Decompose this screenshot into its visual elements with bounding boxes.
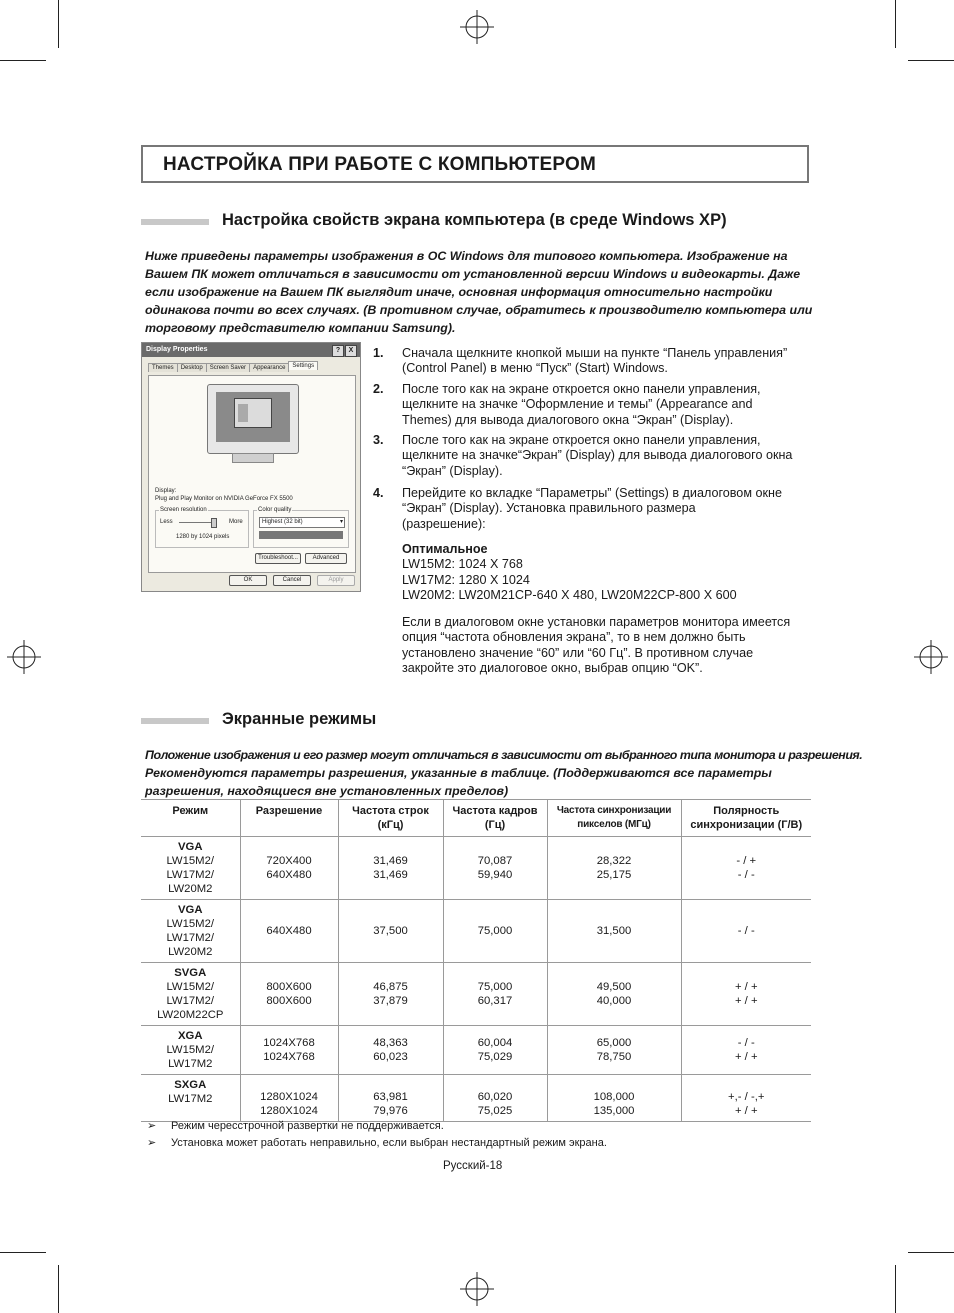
h-freq-cell: 37,500 — [338, 900, 443, 963]
table-row — [141, 900, 811, 963]
tab-desktop[interactable]: Desktop — [177, 363, 207, 372]
intro-line: Ниже приведены параметры изображения в ОС Windows для типового компьютера. Изображение на — [145, 249, 788, 263]
color-bar — [259, 531, 343, 539]
optimal-line: LW15M2: 1024 X 768 — [402, 557, 523, 572]
h-freq-cell: 46,875 37,879 — [338, 963, 443, 1026]
polarity-cell: + / + + / + — [681, 963, 811, 1026]
mode-name: VGA — [178, 904, 203, 916]
page-title: НАСТРОЙКА ПРИ РАБОТЕ С КОМПЬЮТЕРОМ — [163, 154, 597, 175]
arrow-icon: ➢ — [147, 1137, 157, 1149]
table-header-row — [141, 800, 811, 837]
intro-line: Рекомендуются параметры разрешения, указанные в таблице. (Поддерживаются все параметры — [145, 766, 772, 780]
v-freq-cell: 60,020 75,025 — [443, 1075, 547, 1122]
step-number: 1. — [373, 346, 384, 360]
column-header: Частота кадров (Гц) — [443, 800, 547, 837]
crop-mark — [58, 1265, 59, 1313]
color-quality-value: Highest (32 bit) — [262, 519, 303, 525]
less-label: Less — [160, 519, 173, 525]
dialog-title: Display Properties — [146, 346, 208, 353]
table-row — [141, 1075, 811, 1122]
mode-models: LW15M2/ LW17M2/ LW20M22CP — [157, 981, 224, 1021]
settings-panel — [148, 375, 356, 573]
section-title: Экранные режимы — [222, 710, 377, 728]
section-title: Настройка свойств экрана компьютера (в среде Windows XP) — [222, 211, 727, 229]
h-freq-cell: 48,363 60,023 — [338, 1026, 443, 1075]
pixel-clock-cell: 108,000 135,000 — [547, 1075, 681, 1122]
help-button[interactable]: ? — [332, 345, 344, 357]
intro-line: Вашем ПК может отличаться в зависимости от установленной версии Windows и видеокарты. Даже — [145, 267, 801, 281]
registration-mark-icon — [460, 10, 494, 44]
mode-cell — [141, 1075, 240, 1122]
mode-cell — [141, 963, 240, 1026]
note — [147, 1136, 607, 1150]
resolution-cell: 640X480 — [240, 900, 338, 963]
step-text: Перейдите ко вкладке “Параметры” (Settings) в диалоговом окне “Экран” (Display). Установка правильного размера (разрешение): — [402, 486, 782, 531]
step-text: После того как на экране откроется окно панели управления, щелкните на значке“Экран” (Display) для вывода диалогового окна “Экран” (Display). — [402, 433, 793, 478]
crop-mark — [908, 60, 954, 61]
optimal-line: LW20M2: LW20M21CP-640 X 480, LW20M22CP-800 X 600 — [402, 588, 737, 603]
polarity-cell: - / + - / - — [681, 837, 811, 900]
pixel-clock-cell: 49,500 40,000 — [547, 963, 681, 1026]
crop-mark — [0, 60, 46, 61]
h-freq-cell: 31,469 31,469 — [338, 837, 443, 900]
mode-models: LW15M2/ LW17M2/ LW20M2 — [166, 918, 214, 958]
resolution-cell: 1280X1024 1280X1024 — [240, 1075, 338, 1122]
apply-button[interactable]: Apply — [317, 575, 355, 586]
cancel-button[interactable]: Cancel — [273, 575, 311, 586]
crop-mark — [58, 0, 59, 48]
color-quality-group — [253, 510, 349, 548]
dialog-tabs — [148, 363, 317, 375]
mode-cell — [141, 837, 240, 900]
intro-line: разрешения, находящиеся вне установленных пределов) — [145, 784, 509, 798]
note-text: Режим чересстрочной развертки не поддерживается. — [171, 1120, 444, 1132]
chevron-down-icon: ▾ — [339, 519, 343, 525]
mode-name: VGA — [178, 841, 203, 853]
mode-models: LW15M2/ LW17M2 — [166, 1044, 214, 1070]
ok-button[interactable]: OK — [229, 575, 267, 586]
arrow-icon: ➢ — [147, 1120, 157, 1132]
page-number: Русский-18 — [443, 1160, 503, 1172]
refresh-note: Если в диалоговом окне установки параметров монитора имеется опция “частота обновления экрана”, то в нем должно быть установлено значение “60” или “60 Гц”. В противном случае закройте это диалоговое окно, выбрав опцию “OK”. — [402, 615, 791, 676]
column-header: Частота строк (кГц) — [338, 800, 443, 837]
section-bar — [141, 219, 209, 225]
column-header: Полярность синхронизации (Г/В) — [681, 800, 811, 837]
table-row — [141, 837, 811, 900]
monitor-icon — [207, 384, 299, 454]
section-bar — [141, 718, 209, 724]
column-header: Режим — [141, 800, 240, 837]
display-value: Plug and Play Monitor on NVIDIA GeForce FX 5500 — [155, 496, 293, 502]
optimal-line: LW17M2: 1280 X 1024 — [402, 572, 530, 587]
pixel-clock-cell: 65,000 78,750 — [547, 1026, 681, 1075]
resolution-cell: 1024X768 1024X768 — [240, 1026, 338, 1075]
display-modes-table — [141, 799, 811, 1122]
crop-mark — [895, 0, 896, 48]
color-quality-select[interactable] — [259, 517, 345, 528]
h-freq-cell: 63,981 79,976 — [338, 1075, 443, 1122]
registration-mark-icon — [914, 640, 948, 674]
mode-name: SVGA — [174, 967, 207, 979]
polarity-cell: - / - + / + — [681, 1026, 811, 1075]
v-freq-cell: 60,004 75,029 — [443, 1026, 547, 1075]
polarity-cell: - / - — [681, 900, 811, 963]
screen-resolution-group — [155, 510, 249, 548]
column-header: Разрешение — [240, 800, 338, 837]
step-number: 3. — [373, 433, 384, 447]
resolution-value: 1280 by 1024 pixels — [176, 534, 230, 540]
mode-models: LW15M2/ LW17M2/ LW20M2 — [166, 855, 214, 895]
tab-settings[interactable]: Settings — [288, 361, 318, 370]
dialog-titlebar — [142, 343, 360, 357]
polarity-cell: +,- / -,+ + / + — [681, 1075, 811, 1122]
optimal-block — [402, 542, 812, 604]
pixel-clock-cell: 28,322 25,175 — [547, 837, 681, 900]
color-quality-label: Color quality — [258, 507, 292, 513]
close-button[interactable]: X — [345, 345, 357, 357]
registration-mark-icon — [460, 1272, 494, 1306]
column-header: Частота синхронизации пикселов (МГц) — [547, 800, 681, 837]
mode-name: SXGA — [174, 1079, 207, 1091]
intro-line: торговому представителю компании Samsung). — [145, 321, 456, 335]
screen-resolution-label: Screen resolution — [160, 507, 207, 513]
monitor-stand — [232, 453, 274, 463]
crop-mark — [895, 1265, 896, 1313]
resolution-cell: 720X400 640X480 — [240, 837, 338, 900]
tab-screen-saver[interactable]: Screen Saver — [206, 363, 250, 372]
v-freq-cell: 75,000 60,317 — [443, 963, 547, 1026]
intro-line: одинакова почти во всех случаях. (В противном случае, обратитесь к производителю компьютера или — [145, 303, 813, 317]
pixel-clock-cell: 31,500 — [547, 900, 681, 963]
v-freq-cell: 75,000 — [443, 900, 547, 963]
section-intro — [145, 247, 815, 337]
display-label: Display: — [155, 488, 177, 494]
note — [147, 1119, 444, 1133]
intro-line: если изображение на Вашем ПК выглядит иначе, основная информация относительно настройки — [145, 285, 773, 299]
resolution-cell: 800X600 800X600 — [240, 963, 338, 1026]
intro-line: Положение изображения и его размер могут отличаться в зависимости от выбранного типа монитора и разрешения. — [145, 748, 863, 762]
mode-cell — [141, 900, 240, 963]
step-text: Сначала щелкните кнопкой мыши на пункте “Панель управления” (Control Panel) в меню “Пуск” (Start) Windows. — [402, 346, 788, 376]
tab-themes[interactable]: Themes — [148, 363, 178, 372]
v-freq-cell: 70,087 59,940 — [443, 837, 547, 900]
mode-name: XGA — [178, 1030, 203, 1042]
troubleshoot-button[interactable]: Troubleshoot... — [255, 553, 301, 564]
step-number: 2. — [373, 382, 384, 396]
more-label: More — [229, 519, 243, 525]
tab-appearance[interactable]: Appearance — [249, 363, 289, 372]
table-row — [141, 1026, 811, 1075]
crop-mark — [0, 1252, 46, 1253]
crop-mark — [908, 1252, 954, 1253]
note-text: Установка может работать неправильно, если выбран нестандартный режим экрана. — [171, 1137, 607, 1149]
section-intro — [145, 746, 863, 800]
step-text: После того как на экране откроется окно панели управления, щелкните на значке “Оформление и темы” (Appearance and Themes) для вывода диалогового окна “Экран” (Display). — [402, 382, 761, 427]
page-title-box — [141, 145, 809, 183]
monitor-screen — [216, 392, 290, 442]
optimal-heading: Оптимальное — [402, 542, 488, 556]
mode-models: LW17M2 — [168, 1093, 213, 1105]
slider-thumb[interactable] — [211, 518, 217, 528]
advanced-button[interactable]: Advanced — [305, 553, 347, 564]
step-number: 4. — [373, 486, 384, 500]
registration-mark-icon — [7, 640, 41, 674]
mode-cell — [141, 1026, 240, 1075]
display-properties-dialog — [141, 342, 361, 592]
table-row — [141, 963, 811, 1026]
